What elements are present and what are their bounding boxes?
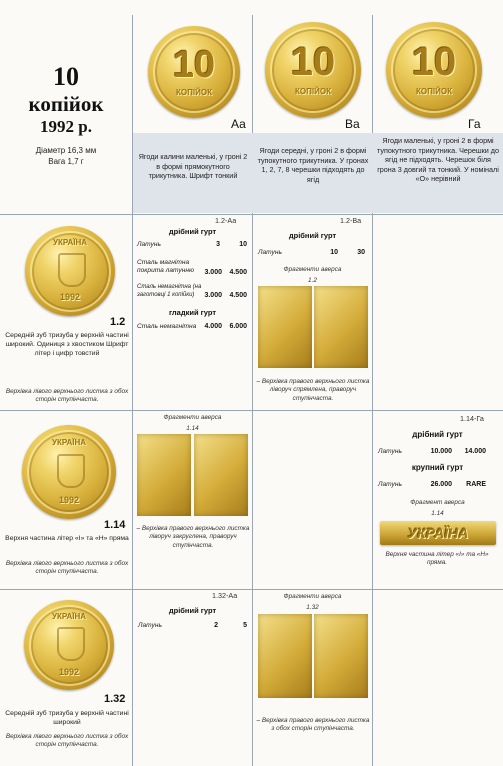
metal-label: Латунь xyxy=(258,249,282,256)
coin-reverse-aa: 10 КОПІЙОК xyxy=(148,26,240,118)
metal-label: Латунь xyxy=(137,241,161,248)
price-v2: 14.000 xyxy=(464,448,486,455)
code-1-14-ga: 1.14-Га xyxy=(460,414,484,423)
fragment-note: – Верхівка правого верхнього листка ліворуч закруглена, праворуч ступінчаста. xyxy=(136,525,250,549)
price-v1: 3 xyxy=(216,241,220,248)
variety-tag-ga: Га xyxy=(468,117,481,131)
fragment-title: Фрагменти аверса xyxy=(283,593,342,600)
title-number: 10 xyxy=(53,62,79,91)
variety-desc-aa: Ягоди калини маленькі, у гроні 2 в формі прямокутного трикутника. Шрифт тонкий xyxy=(138,152,248,180)
heading-fine-edge: дрібний гурт xyxy=(168,227,217,236)
row-note-1-14: Верхівка лівого верхнього листка з обох сторін ступінчаста. xyxy=(5,560,129,576)
price-v1: 2 xyxy=(214,622,218,629)
title-word: копійок xyxy=(28,92,104,116)
variety-desc-ba: Ягоди середні, у гроні 2 в формі тупокутного трикутника. У гронах 1, 2, 7, 8 черешки підходять до ягід xyxy=(257,146,369,184)
price-v1: 10 xyxy=(330,249,338,256)
fragment-title: Фрагменти аверса xyxy=(283,266,342,273)
price-v1: 3.000 xyxy=(204,292,222,299)
coin-reverse-ga: 10 КОПІЙОК xyxy=(386,22,482,118)
row-note-1-2: Верхівка лівого верхнього листка з обох сторін ступінчаста. xyxy=(5,388,129,404)
diameter-text: Діаметр 16,3 мм xyxy=(35,146,97,155)
code-1-2-ba: 1.2-Ва xyxy=(340,216,362,225)
fragment-image-left xyxy=(258,614,312,698)
price-v1: 3.000 xyxy=(204,269,222,276)
fragment-note: – Верхівка правого верхнього листка ліворуч спрямлена, праворуч ступінчаста. xyxy=(256,378,370,402)
coat-of-arms-icon xyxy=(57,627,85,661)
metal-label: Сталь немагнітна (на заготовці 1 копійки) xyxy=(137,284,202,298)
fragment-image-right xyxy=(314,286,368,368)
heading-fine-edge: дрібний гурт xyxy=(168,606,217,615)
heading-fine-edge: дрібний гурт xyxy=(412,430,463,439)
heading-coarse-edge: крупний гурт xyxy=(411,463,464,472)
row-note-1-32: Верхівка лівого верхнього листка з обох сторін ступінчаста. xyxy=(5,733,129,749)
price-v1: 26.000 xyxy=(430,481,452,488)
fragment-image-right xyxy=(194,434,248,516)
coin-reverse-ba: 10 КОПІЙОК xyxy=(265,22,361,118)
fragment-strip-image xyxy=(380,521,496,545)
fragment-image-right xyxy=(314,614,368,698)
fragment-number: 1.32 xyxy=(306,604,319,611)
fragment-note: – Верхівка правого верхнього листка з обох сторін ступінчаста. xyxy=(256,717,370,733)
row-number-1-32: 1.32 xyxy=(104,693,126,705)
row-caption-1-2: Середній зуб тризуба у верхній частині широкий. Одиниця з хвостиком Шрифт літер і цифр товстий xyxy=(5,332,129,357)
price-v2: 4.500 xyxy=(229,292,247,299)
grid-line xyxy=(0,410,503,411)
coin-obverse-1-2: УКРАЇНА 1992 xyxy=(25,226,115,316)
variety-tag-ba: Ва xyxy=(345,117,360,131)
coat-of-arms-icon xyxy=(57,454,85,488)
variety-desc-ga: Ягоди маленькі, у гроні 2 в формі тупокутного трикутника. Черешки до ягід не підходять. Черешок біля грона 3 довгий та тонкий. У номіналі «О» нерівний xyxy=(377,136,499,183)
fragment-note: Верхня частина літер «І» та «Н» пряма. xyxy=(385,551,489,567)
metal-label: Сталь магнітна покрита латунню xyxy=(137,259,194,274)
price-v2: 10 xyxy=(239,241,247,248)
fragment-image-left xyxy=(137,434,191,516)
grid-line xyxy=(0,214,503,215)
fragment-number: 1.14 xyxy=(186,425,199,432)
metal-label: Латунь xyxy=(138,622,162,629)
grid-line xyxy=(132,15,133,766)
grid-line xyxy=(252,15,253,766)
code-1-2-aa: 1.2-Аа xyxy=(215,216,237,225)
price-v2: RARE xyxy=(466,481,486,488)
fragment-title: Фрагмент аверса xyxy=(410,499,465,506)
metal-label: Латунь xyxy=(378,448,402,455)
weight-text: Вага 1,7 г xyxy=(48,157,84,166)
row-number-1-14: 1.14 xyxy=(104,519,126,531)
code-1-32-aa: 1.32-Аа xyxy=(212,591,238,600)
grid-line xyxy=(0,589,503,590)
price-v2: 30 xyxy=(357,249,365,256)
grid-line xyxy=(372,15,373,766)
price-v2: 5 xyxy=(243,622,247,629)
heading-fine-edge: дрібний гурт xyxy=(288,231,337,240)
price-v2: 6.000 xyxy=(229,323,247,330)
variety-tag-aa: Аа xyxy=(231,117,246,131)
metal-label: Латунь xyxy=(378,481,402,488)
row-caption-1-32: Середній зуб тризуба у верхній частині широкий xyxy=(5,710,129,726)
metal-label: Сталь немагнітна xyxy=(137,323,197,330)
fragment-number: 1.14 xyxy=(431,510,444,517)
fragment-number: 1.2 xyxy=(308,277,317,284)
coin-obverse-1-32: УКРАЇНА 1992 xyxy=(24,600,114,690)
heading-smooth-edge: гладкий гурт xyxy=(168,308,217,317)
fragment-title: Фрагменти аверса xyxy=(163,414,222,421)
price-v2: 4.500 xyxy=(229,269,247,276)
price-v1: 10.000 xyxy=(430,448,452,455)
row-number-1-2: 1.2 xyxy=(110,316,126,328)
title-year: 1992 р. xyxy=(40,117,92,136)
row-caption-1-14: Верхня частина літер «І» та «Н» пряма xyxy=(5,535,129,542)
coin-obverse-1-14: УКРАЇНА 1992 xyxy=(22,425,116,519)
strip-text: УКРАЇНА xyxy=(407,525,469,541)
coat-of-arms-icon xyxy=(58,253,86,287)
price-v1: 4.000 xyxy=(204,323,222,330)
fragment-image-left xyxy=(258,286,312,368)
